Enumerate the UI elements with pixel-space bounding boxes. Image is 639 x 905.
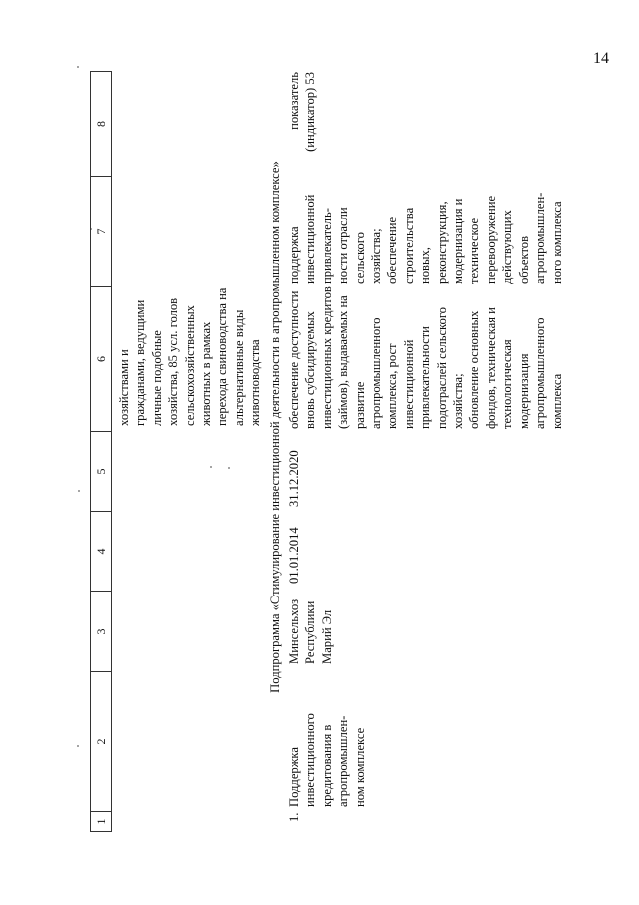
col-num-7: 7 [91, 177, 112, 287]
scan-speck [77, 66, 79, 68]
scan-speck [77, 745, 79, 747]
results-line: хозяйства; [451, 373, 466, 429]
row-results [286, 286, 565, 429]
continuation-line: животноводства [248, 339, 263, 426]
consequences-line: ности отрасли [336, 207, 351, 284]
results-line: агропромышленного [369, 317, 384, 429]
col-num-2: 2 [91, 672, 112, 812]
consequences-line: поддержка [287, 226, 301, 284]
continuation-col6 [116, 283, 264, 426]
consequences-line: сельского [352, 232, 367, 284]
continuation-line: хозяйства, 85 усл. голов [166, 297, 181, 426]
results-line: подотраслей сельского [434, 307, 449, 429]
row-name-line: Поддержка [287, 747, 301, 807]
results-line: комплекса [549, 373, 564, 429]
consequences-line: перевооружение [483, 195, 498, 284]
row-name [286, 713, 368, 807]
row-start-date: 01.01.2014 [287, 527, 301, 584]
results-line: модернизация [516, 353, 531, 429]
scan-speck [78, 490, 80, 492]
continuation-line: хозяйствами и [117, 349, 131, 426]
consequences-line: привлекатель- [319, 208, 334, 284]
results-line: инвестиционной [401, 339, 416, 429]
consequences-line: действующих [500, 210, 515, 284]
results-line: комплекса, рост [385, 343, 400, 429]
row-executor [286, 584, 335, 664]
continuation-line: перехода свиноводства на [215, 287, 230, 426]
results-line: привлекательности [418, 326, 433, 429]
results-line: (займов), выдаваемых на [336, 295, 351, 429]
consequences-line: строительства [401, 207, 416, 284]
results-line: фондов, техническая и [483, 307, 498, 429]
column-number-row [90, 71, 112, 832]
continuation-line: гражданами, ведущими [133, 299, 148, 426]
consequences-line: ного комплекса [549, 201, 564, 284]
consequences-line: объектов [516, 235, 531, 284]
indicator-line: показатель [287, 72, 301, 130]
col-num-4: 4 [91, 512, 112, 592]
continuation-line: личные подобные [149, 330, 164, 426]
results-line: агропромышленного [533, 317, 548, 429]
row-name-line: ном комплексе [352, 727, 367, 807]
results-line: технологическая [500, 339, 515, 429]
results-line: развитие [352, 381, 367, 429]
consequences-line: обеспечение [385, 216, 400, 284]
consequences-line: инвестиционной [303, 194, 318, 284]
results-line: обновление основных [467, 310, 482, 429]
continuation-line: животных в рамках [199, 321, 214, 426]
consequences-line: новых, [418, 247, 433, 284]
col-num-1: 1 [91, 812, 112, 832]
row-name-line: кредитования в [319, 724, 334, 807]
results-line: вновь субсидируемых [303, 311, 318, 429]
results-line: инвестиционных кредитов [319, 286, 334, 429]
col-num-6: 6 [91, 287, 112, 432]
continuation-line: альтернативные виды [231, 309, 246, 426]
rotated-table [90, 72, 630, 832]
executor-line: Республики [303, 600, 318, 664]
consequences-line: хозяйства; [369, 228, 384, 284]
row-indicators [286, 72, 319, 172]
row-consequences [286, 176, 565, 284]
executor-line: Минсельхоз [287, 598, 301, 664]
col-num-5: 5 [91, 432, 112, 512]
col-num-8: 8 [91, 72, 112, 177]
consequences-line: реконструкция, [434, 201, 449, 284]
row-end-date: 31.12.2020 [287, 450, 301, 507]
row-name-line: агропромышлен- [336, 715, 351, 807]
executor-line: Марий Эл [319, 609, 334, 664]
row-name-line: инвестиционного [303, 713, 318, 807]
consequences-line: модернизация и [451, 198, 466, 284]
subprogram-title: Подпрограмма «Стимулирование инвестиционной деятельности в агропромышленном комплексе» [268, 161, 282, 693]
row-number: 1. [287, 812, 301, 822]
consequences-line: агропромышлен- [533, 192, 548, 284]
page-number: 14 [593, 50, 609, 67]
continuation-line: сельскохозяйственных [182, 305, 197, 426]
col-num-3: 3 [91, 592, 112, 672]
consequences-line: техническое [467, 217, 482, 284]
indicator-line: (индикатор) 53 [303, 72, 318, 152]
results-line: обеспечение доступности [287, 290, 301, 429]
